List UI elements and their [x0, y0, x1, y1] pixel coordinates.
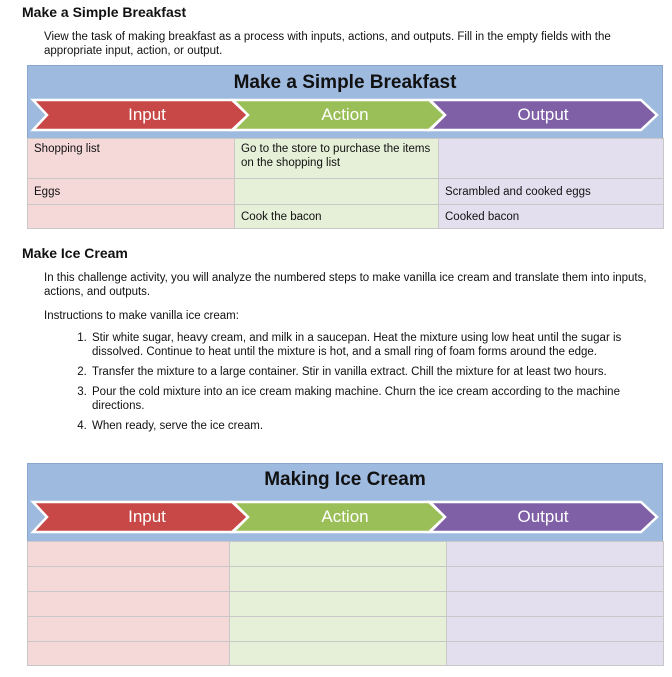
- table-row: [28, 542, 664, 567]
- table-row: [28, 179, 664, 205]
- output-cell[interactable]: Scrambled and cooked eggs: [439, 179, 664, 205]
- breakfast-heading: Make a Simple Breakfast: [22, 4, 187, 20]
- action-cell[interactable]: Cook the bacon: [235, 205, 439, 229]
- instruction-steps: [44, 331, 670, 439]
- output-cell[interactable]: [447, 542, 664, 567]
- ice-cream-input-label: Input: [128, 507, 166, 526]
- table-row: [28, 642, 664, 666]
- list-item: 2. Transfer the mixture to a large container. Stir in vanilla extract. Chill the mixture for at least two hours.: [90, 365, 670, 379]
- ice-cream-action-label: Action: [321, 507, 369, 526]
- list-item: 1. Stir white sugar, heavy cream, and milk in a saucepan. Heat the mixture using low heat until the sugar is dissolved. Continue to heat until the mixture is hot, and a small ring of foam forms around the edge.: [90, 331, 670, 359]
- breakfast-action-label: Action: [321, 105, 369, 124]
- ice-cream-diagram-title: Making Ice Cream: [264, 469, 426, 490]
- input-cell[interactable]: [28, 592, 230, 617]
- input-cell[interactable]: [28, 205, 235, 229]
- input-cell[interactable]: Eggs: [28, 179, 235, 205]
- input-cell[interactable]: [28, 542, 230, 567]
- breakfast-table: [27, 138, 664, 229]
- output-cell[interactable]: [439, 139, 664, 179]
- instructions-label: Instructions to make vanilla ice cream:: [44, 310, 239, 322]
- table-row: [28, 592, 664, 617]
- ice-cream-heading: Make Ice Cream: [22, 245, 128, 261]
- action-cell[interactable]: Go to the store to purchase the items on the shopping list: [235, 139, 439, 179]
- ice-cream-output-label: Output: [517, 507, 569, 526]
- output-cell[interactable]: [447, 567, 664, 592]
- table-row: [28, 567, 664, 592]
- breakfast-output-label: Output: [517, 105, 569, 124]
- action-cell[interactable]: [230, 542, 447, 567]
- input-cell[interactable]: [28, 567, 230, 592]
- input-cell[interactable]: Shopping list: [28, 139, 235, 179]
- output-cell[interactable]: [447, 642, 664, 666]
- breakfast-diagram-title: Make a Simple Breakfast: [233, 72, 457, 93]
- input-cell[interactable]: [28, 642, 230, 666]
- table-row: [28, 139, 664, 179]
- output-cell[interactable]: [447, 592, 664, 617]
- output-cell[interactable]: Cooked bacon: [439, 205, 664, 229]
- ice-cream-table: [27, 541, 664, 666]
- output-cell[interactable]: [447, 617, 664, 642]
- table-row: [28, 617, 664, 642]
- action-cell[interactable]: [230, 617, 447, 642]
- ice-cream-intro: In this challenge activity, you will analyze the numbered steps to make vanilla ice cream and translate them into inputs, actions, and outputs.: [44, 272, 647, 298]
- list-item: 4. When ready, serve the ice cream.: [90, 419, 670, 433]
- action-cell[interactable]: [235, 179, 439, 205]
- action-cell[interactable]: [230, 642, 447, 666]
- breakfast-intro: View the task of making breakfast as a process with inputs, actions, and outputs. Fill in the empty fields with the appropriate input, action, or output.: [44, 31, 611, 57]
- list-item: 3. Pour the cold mixture into an ice cream making machine. Churn the ice cream according to the machine directions.: [90, 385, 670, 413]
- action-cell[interactable]: [230, 592, 447, 617]
- input-cell[interactable]: [28, 617, 230, 642]
- action-cell[interactable]: [230, 567, 447, 592]
- breakfast-input-label: Input: [128, 105, 166, 124]
- table-row: [28, 205, 664, 229]
